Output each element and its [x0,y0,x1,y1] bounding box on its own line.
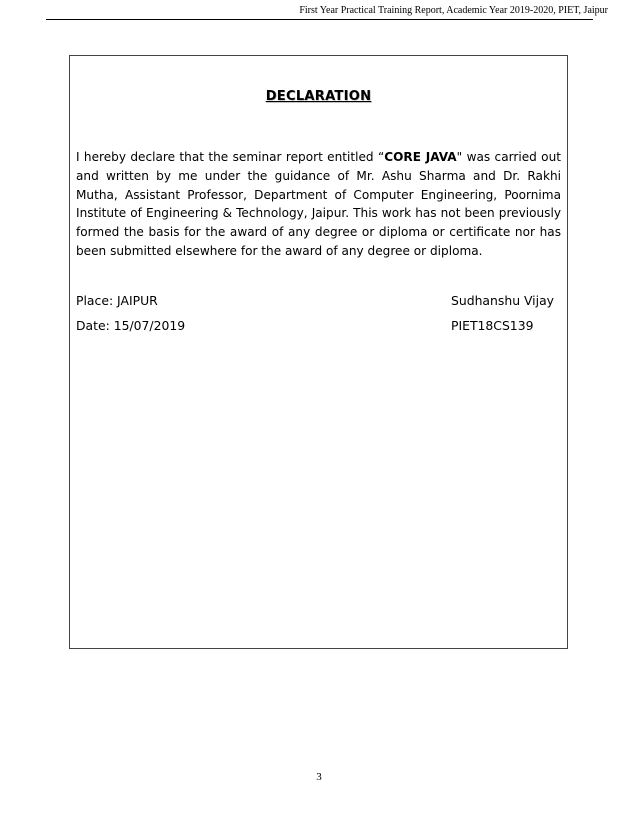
declaration-body [76,148,561,261]
running-header: First Year Practical Training Report, Academic Year 2019-2020, PIET, Jaipur [299,5,608,16]
roll-number: PIET18CS139 [451,318,534,333]
student-name: Sudhanshu Vijay [451,293,554,308]
header-rule [46,19,593,20]
declaration-title: DECLARATION [265,89,372,104]
place-label: Place: JAIPUR [76,293,158,308]
page-number: 3 [316,771,322,783]
body-text-part2: " was carried out and written by me under the guidance of Mr. Ashu Sharma and Dr. Rakhi Mutha, Assistant Professor, Department of Computer Engineering, Poornima Institute of Engineering & Technology, Jaipur. This work has not been previously formed the basis for the award of any degree or diploma or certificate nor has been submitted elsewhere for the award of any degree or diploma. [76,150,561,258]
body-text-part1: I hereby declare that the seminar report entitled “ [76,150,385,164]
report-title: CORE JAVA [384,150,457,164]
date-label: Date: 15/07/2019 [76,318,186,333]
declaration-frame [69,55,568,649]
